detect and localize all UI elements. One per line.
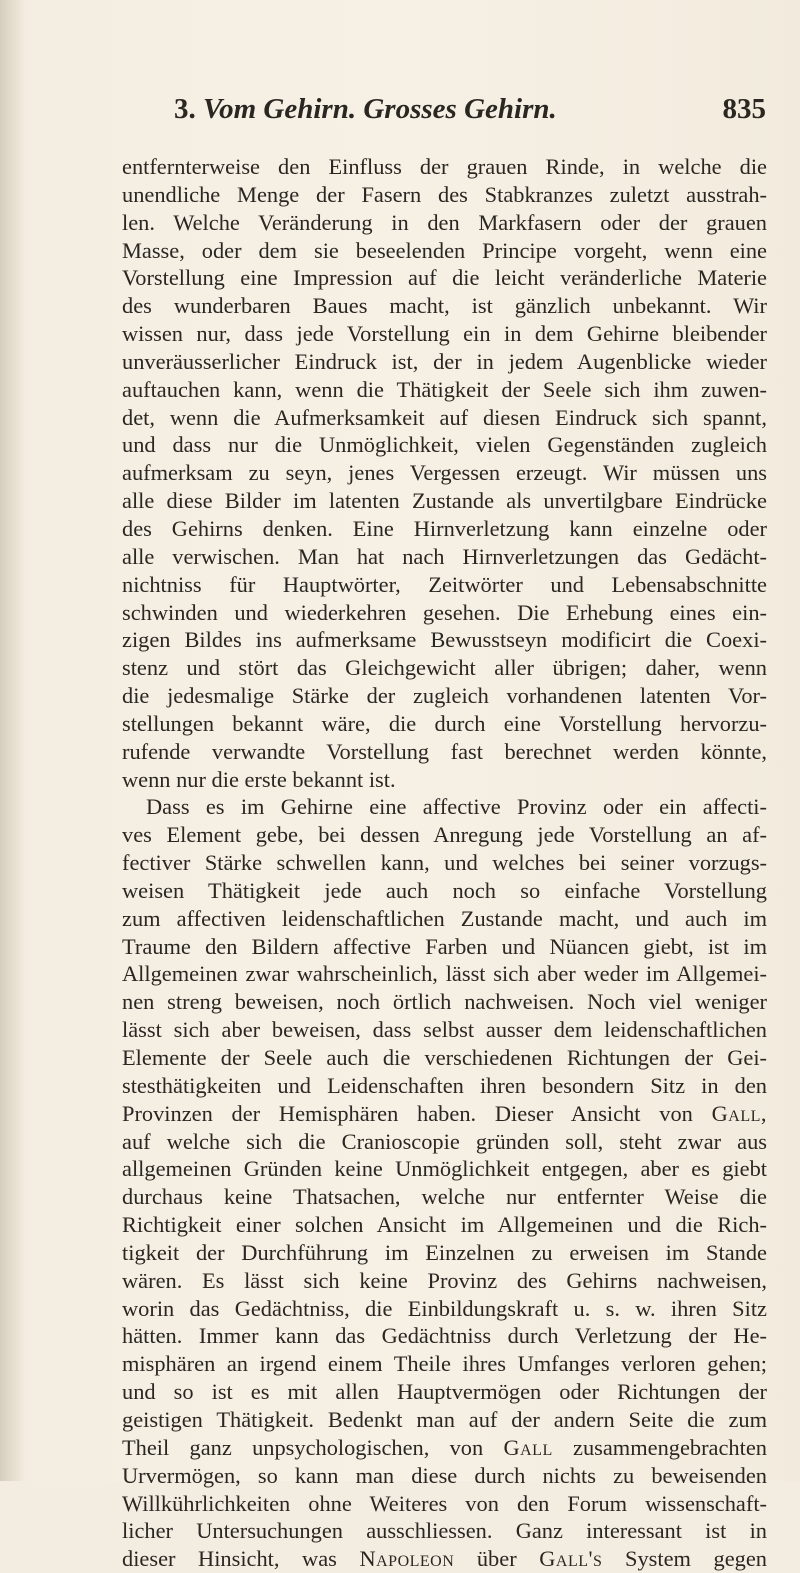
text-line-16: nichtniss für Hauptwörter, Zeitwörter und Lebensabschnitte — [122, 571, 767, 597]
text-line-3: len. Welche Veränderung in den Markfasern oder der grauen — [122, 209, 767, 235]
text-line-48: Urvermögen, so kann man diese durch nichts zu beweisenden — [122, 1462, 767, 1488]
text-line-10: det, wenn die Aufmerksamkeit auf diesen Eindruck sich spannt, — [122, 404, 767, 430]
chapter-title-part1: Vom Gehirn. — [203, 93, 357, 125]
text-line-2: unendliche Menge der Fasern des Stabkranzes zuletzt ausstrah- — [122, 181, 767, 207]
text-line-47-end: zusammengebrachten — [573, 1434, 767, 1460]
text-line-35 — [122, 1100, 767, 1128]
text-line-34: stesthätigkeiten und Leidenschaften ihren besondern Sitz in den — [122, 1072, 767, 1098]
text-line-40: tigkeit der Durchführung im Einzelnen zu erweisen im Stande — [122, 1239, 767, 1265]
text-line-37: allgemeinen Gründen keine Unmöglichkeit entgegen, aber es giebt — [122, 1156, 767, 1182]
text-line-9: auftauchen kann, wenn die Thätigkeit der Seele sich ihm zuwen- — [122, 376, 767, 402]
text-line-49: Willkührlichkeiten ohne Weiteres von den Forum wissenschaft- — [122, 1490, 767, 1516]
gutter-shadow — [0, 0, 24, 1481]
text-line-30: Allgemeinen zwar wahrscheinlich, lässt sich aber weder im Allgemei- — [122, 961, 767, 987]
text-line-51-end: System gegen — [625, 1546, 767, 1572]
text-line-46: geistigen Thätigkeit. Bedenkt man auf der andern Seite die zum — [122, 1406, 767, 1432]
text-line-11: und dass nur die Unmöglichkeit, vielen Gegenständen zugleich — [122, 432, 767, 458]
text-line-15: alle verwischen. Man hat nach Hirnverletzungen das Gedächt- — [122, 543, 767, 569]
page-number: 835 — [722, 93, 766, 125]
text-line-17: schwinden und wiederkehren gesehen. Die Erhebung eines ein- — [122, 599, 767, 625]
name-napoleon: Napoleon — [359, 1546, 455, 1572]
name-gall-2: Gall — [503, 1434, 553, 1460]
text-line-31: nen streng beweisen, noch örtlich nachweisen. Noch viel weniger — [122, 989, 767, 1015]
text-line-27: weisen Thätigkeit jede auch noch so einfache Vorstellung — [122, 877, 767, 903]
text-line-47 — [122, 1434, 767, 1462]
running-header — [174, 93, 766, 133]
name-galls: Gall's — [539, 1546, 603, 1572]
chapter-heading — [174, 93, 557, 126]
text-line-21: stellungen bekannt wäre, die durch eine Vorstellung hervorzu- — [122, 710, 767, 736]
text-line-29: Traume den Bildern affective Farben und Nüancen giebt, ist im — [122, 933, 767, 959]
text-line-28: zum affectiven leidenschaftlichen Zustande macht, und auch im — [122, 905, 767, 931]
text-line-14: des Gehirns denken. Eine Hirnverletzung kann einzelne oder — [122, 515, 767, 541]
text-line-51-main: dieser Hinsicht, was — [122, 1546, 337, 1572]
text-line-44: misphären an irgend einem Theile ihres Umfanges verloren gehen; — [122, 1351, 767, 1377]
text-line-4: Masse, oder dem sie beseelenden Principe vorgeht, wenn eine — [122, 237, 767, 263]
text-line-35-main: Provinzen der Hemisphären haben. Dieser Ansicht von — [122, 1100, 693, 1126]
text-line-43: hätten. Immer kann das Gedächtniss durch Verletzung der He- — [122, 1323, 767, 1349]
text-line-42: worin das Gedächtniss, die Einbildungskraft u. s. w. ihren Sitz — [122, 1295, 767, 1321]
text-line-22: rufende verwandte Vorstellung fast berechnet werden könnte, — [122, 738, 767, 764]
text-line-19: stenz und stört das Gleichgewicht aller übrigen; daher, wenn — [122, 655, 767, 681]
text-line-50: licher Untersuchungen ausschliessen. Ganz interessant ist in — [122, 1518, 767, 1544]
text-line-8: unveräusserlicher Eindruck ist, der in jedem Augenblicke wieder — [122, 348, 767, 374]
text-line-33: Elemente der Seele auch die verschiedenen Richtungen der Gei- — [122, 1045, 767, 1070]
text-line-39: Richtigkeit einer solchen Ansicht im Allgemeinen und die Rich- — [122, 1212, 767, 1238]
text-line-18: zigen Bildes ins aufmerksame Bewusstseyn modificirt die Coexi- — [122, 627, 767, 653]
text-line-7: wissen nur, dass jede Vorstellung ein in dem Gehirne bleibender — [122, 321, 767, 347]
text-line-32: lässt sich aber beweisen, dass selbst ausser dem leidenschaftlichen — [122, 1017, 767, 1043]
text-line-41: wären. Es lässt sich keine Provinz des Gehirns nachweisen, — [122, 1267, 767, 1293]
text-line-26: fectiver Stärke schwellen kann, und welches bei seiner vorzugs- — [122, 850, 767, 876]
text-line-20: die jedesmalige Stärke der zugleich vorhandenen latenten Vor- — [122, 683, 767, 709]
text-line-23: wenn nur die erste bekannt ist. — [122, 766, 396, 792]
text-line-6: des wunderbaren Baues macht, ist gänzlich unbekannt. Wir — [122, 293, 767, 319]
text-line-13: alle diese Bilder im latenten Zustande als unvertilgbare Eindrücke — [122, 488, 767, 514]
name-gall: Gall, — [711, 1100, 767, 1126]
body-text — [122, 153, 767, 1573]
chapter-title-part2: Grosses Gehirn. — [363, 93, 557, 125]
text-line-51 — [122, 1545, 767, 1573]
text-line-25: ves Element gebe, bei dessen Anregung jede Vorstellung an af- — [122, 822, 767, 848]
text-line-38: durchaus keine Thatsachen, welche nur entfernter Weise die — [122, 1184, 767, 1210]
text-line-45: und so ist es mit allen Hauptvermögen oder Richtungen der — [122, 1379, 767, 1405]
text-line-24: Dass es im Gehirne eine affective Provinz oder ein affecti- — [146, 794, 767, 820]
word-ueber: über — [476, 1546, 517, 1572]
text-line-36: auf welche sich die Cranioscopie gründen soll, steht zwar aus — [122, 1128, 767, 1154]
text-line-47-main: Theil ganz unpsychologischen, von — [122, 1434, 484, 1460]
chapter-number: 3. — [174, 93, 196, 125]
text-line-1: entfernterweise den Einfluss der grauen Rinde, in welche die — [122, 154, 767, 179]
text-line-12: aufmerksam zu seyn, jenes Vergessen erzeugt. Wir müssen uns — [122, 460, 767, 486]
text-line-5: Vorstellung eine Impression auf die leicht veränderliche Materie — [122, 265, 767, 291]
